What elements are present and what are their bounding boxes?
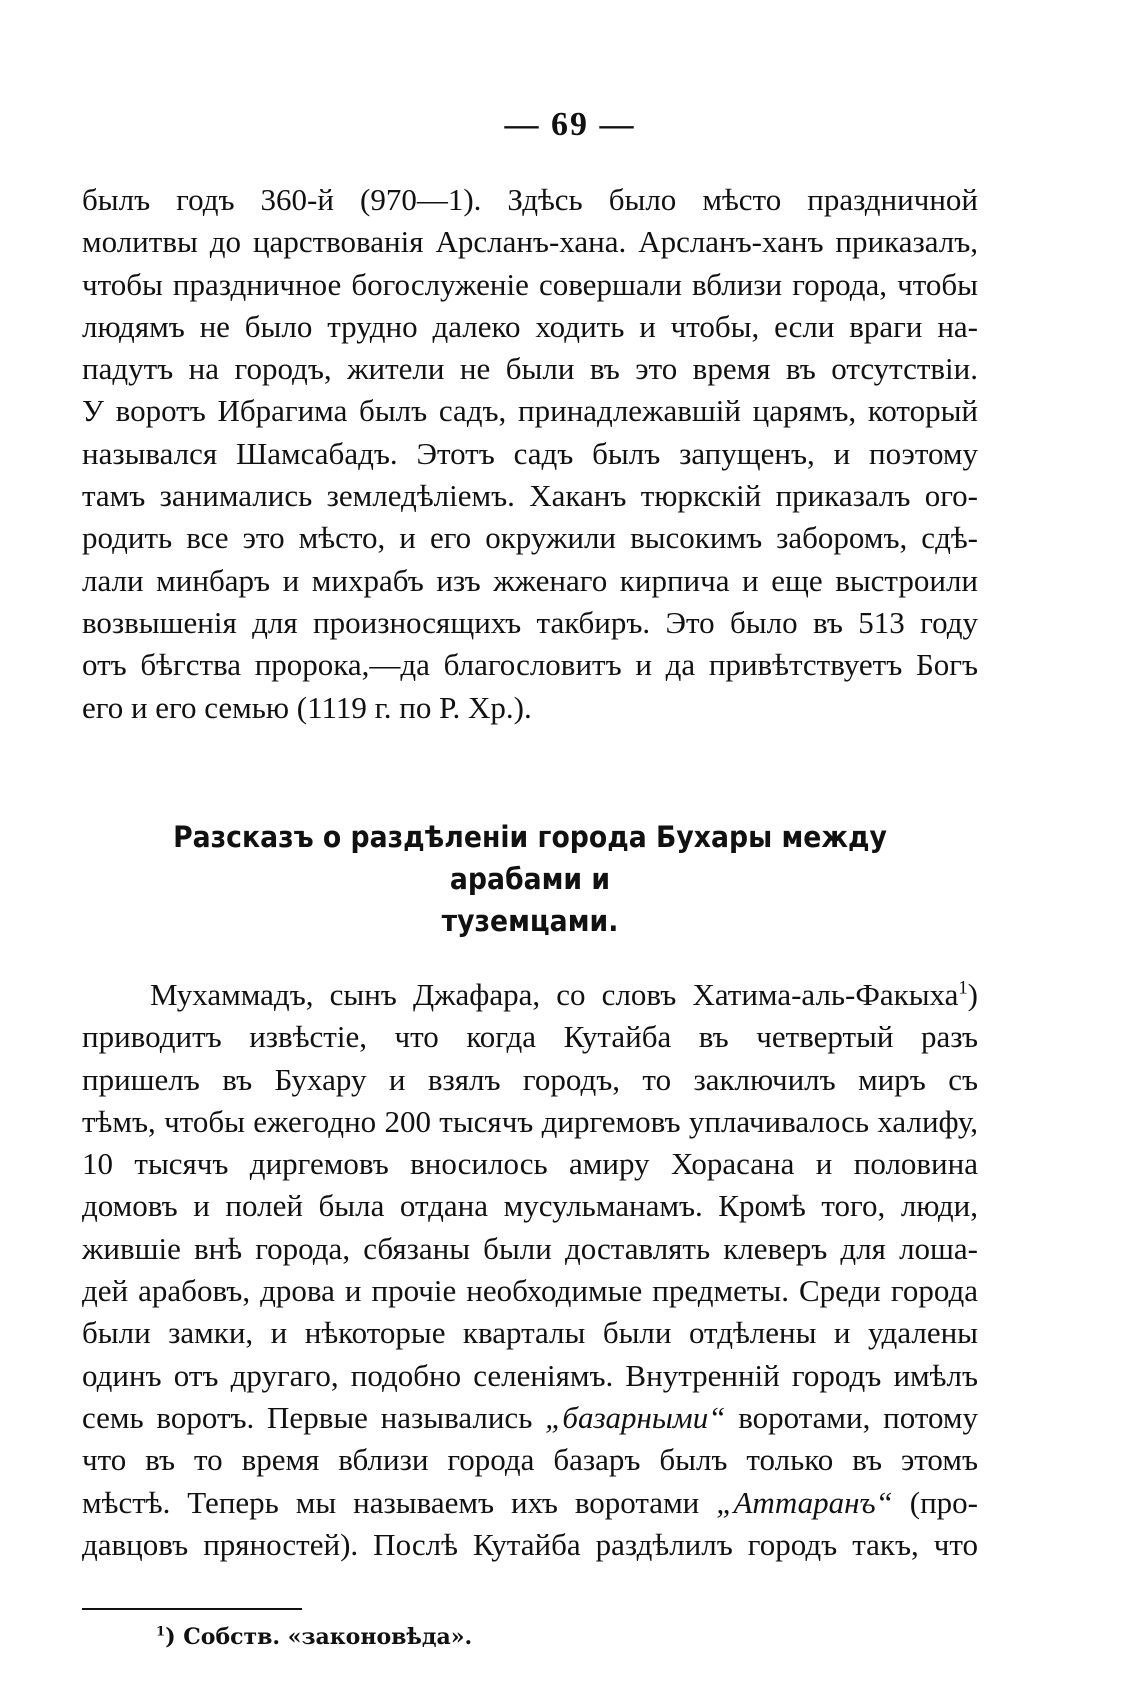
text-line: тамъ занимались земледѣліемъ. Хаканъ тюркскій приказалъ ого- xyxy=(82,478,978,514)
text-line: возвышенія для произносящихъ такбиръ. Это было въ 513 году xyxy=(82,604,978,640)
italic-term: „базарными“ xyxy=(545,1399,726,1435)
text-line: тѣмъ, чтобы ежегодно 200 тысячъ диргемовъ уплачивалось халифу, xyxy=(82,1103,978,1139)
text-line xyxy=(82,974,978,1016)
text-line: чтобы праздничное богослуженіе совершали вблизи города, чтобы xyxy=(82,266,978,302)
text-line: его и его семью (1119 г. по Р. Хр.). xyxy=(82,689,532,725)
page-number: — 69 — xyxy=(504,106,636,143)
text-line: родить все это мѣсто, и его окружили высокимъ заборомъ, сдѣ- xyxy=(82,520,978,556)
text-line: давцовъ пряностей). Послѣ Кутайба раздѣлилъ городъ такъ, что xyxy=(82,1526,978,1562)
text-line: лали минбаръ и михрабъ изъ жженаго кирпича и еще выстроили xyxy=(82,562,978,598)
heading-line-1: Разсказъ о раздѣленіи города Бухары между арабами и xyxy=(173,820,887,896)
line-text: воротами, потому xyxy=(725,1399,978,1435)
text-line: пришелъ въ Бухару и взялъ городъ, то заключилъ миръ съ xyxy=(82,1061,978,1097)
text-line: молитвы до царствованія Арсланъ-хана. Арсланъ-ханъ приказалъ, xyxy=(82,224,978,260)
text-line: людямъ не было трудно далеко ходить и чтобы, если враги на- xyxy=(82,308,978,344)
line-text: (про- xyxy=(892,1484,978,1520)
text-line: дей арабовъ, дрова и прочіе необходимые предметы. Среди города xyxy=(82,1273,978,1309)
text-line: былъ годъ 360-й (970—1). Здѣсь было мѣсто праздничной xyxy=(82,182,978,217)
text-line: жившіе внѣ города, сбязаны были доставлять клеверъ для лоша- xyxy=(82,1230,978,1266)
paragraph-2 xyxy=(82,974,978,1566)
line-text: Мухаммадъ, сынъ Джафара, со словъ Хатима-аль-Факыха xyxy=(150,977,959,1012)
line-text: ) xyxy=(967,977,978,1012)
text-line: отъ бѣгства пророка,—да благословитъ и да привѣтствуетъ Богъ xyxy=(82,647,978,683)
text-line: что въ то время вблизи города базаръ былъ только въ этомъ xyxy=(82,1442,978,1478)
text-line: 10 тысячъ диргемовъ вносилось амиру Хорасана и половина xyxy=(82,1146,978,1182)
paragraph-1 xyxy=(82,179,978,729)
text-line: домовъ и полей была отдана мусульманамъ. Кромѣ того, люди, xyxy=(82,1188,978,1224)
footnote xyxy=(156,1624,472,1650)
heading-line-2: туземцами. xyxy=(441,904,619,938)
section-heading xyxy=(118,816,942,942)
footnote-divider xyxy=(82,1608,302,1610)
line-text: семь воротъ. Первые назывались xyxy=(82,1399,546,1435)
text-line: У воротъ Ибрагима былъ садъ, принадлежавшій царямъ, который xyxy=(82,393,978,429)
footnote-mark: 1 xyxy=(156,1624,166,1640)
text-line xyxy=(82,1397,978,1439)
text-line: были замки, и нѣкоторые кварталы были отдѣлены и удалены xyxy=(82,1315,978,1351)
line-text: мѣстѣ. Теперь мы называемъ ихъ воротами xyxy=(82,1484,717,1520)
text-line: падутъ на городъ, жители не были въ это время въ отсутствіи. xyxy=(82,351,978,387)
footnote-text: ) Собств. «законовѣда». xyxy=(165,1624,473,1650)
italic-term: „Аттаранъ“ xyxy=(716,1484,893,1520)
footnote-ref: 1 xyxy=(958,977,968,999)
text-line: одинъ отъ другаго, подобно селеніямъ. Внутренній городъ имѣлъ xyxy=(82,1357,978,1393)
text-line: назывался Шамсабадъ. Этотъ садъ былъ запущенъ, и поэтому xyxy=(82,435,978,471)
text-line xyxy=(82,1482,978,1524)
text-line: приводитъ извѣстіе, что когда Кутайба въ четвертый разъ xyxy=(82,1019,978,1055)
